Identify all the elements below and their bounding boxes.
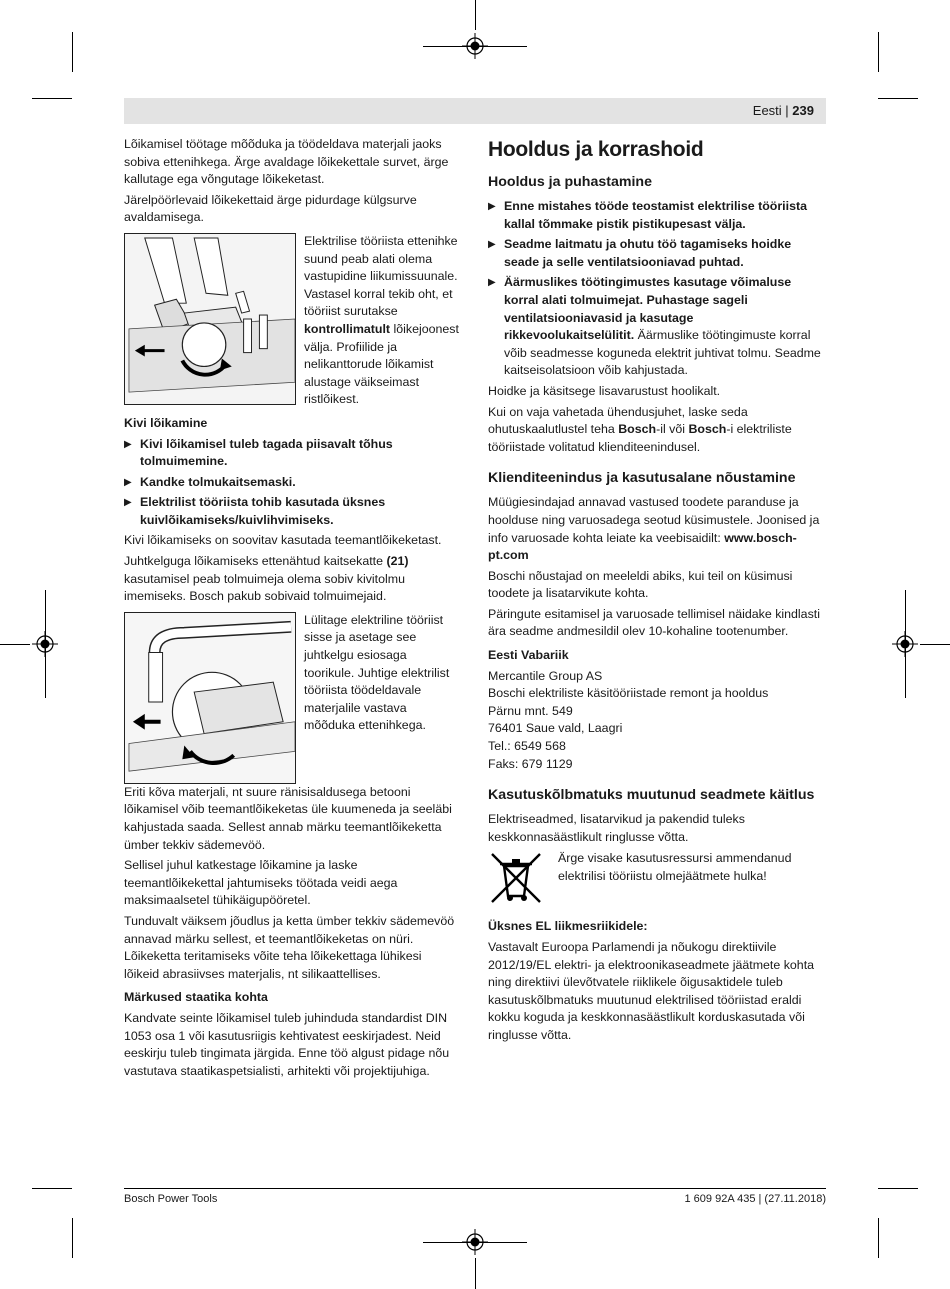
weee-notice [488,850,826,906]
crop-mark [32,98,72,99]
text-span: Kui on vaja vahetada ühendusjuhet, laske seda ohutuskaalutlustel teha [488,404,748,437]
bullet-text: Seadme laitmatu ja ohutu töö tagamiseks hoidke seade ja selle ventilatsiooniavad puhtad. [504,237,792,269]
bullet-text: Elektrilist tööriista tohib kasutada üksnes kuivlõikamiseks/kuivlihvimiseks. [140,495,386,527]
bullet-triangle-icon: ▶ [488,201,496,212]
bullet-text: Äärmuslike töötingimuste korral võib seadmesse koguneda elektrit juhtivat tolmu. Seadme kaitseisolatsioon võib kahjustada. [504,328,821,378]
weee-text: Ärge visake kasutusressursi ammendanud elektrilisi tööriistu olmejäätmete hulka! [558,851,792,883]
text-span: Müügiesindajad annavad vastused toodete paranduse ja hoolduse ning varuosadega seotud küsimustele. Joonised ja info varuosade kohta leiate ka veebisaidilt: [488,495,820,545]
paragraph: Vastavalt Euroopa Parlamendi ja nõukogu direktiivile 2012/19/EL elektri- ja elektroonikaseadmete jäätmete kohta ning direktiivi ülevõtvatele riiklikele õigusaktidele tuleb kasutuskõlbmatuks muutunud elektrilised tööriistad eraldi kokku koguda ja keskkonnasäästlikult korduskasutada või ringlusse võtta. [488,940,815,1042]
bullet-text: Kivi lõikamisel tuleb tagada piisavalt tõhus tolmuimemine. [140,436,393,469]
paragraph: Tunduvalt väiksem jõudlus ja ketta ümber tekkiv sädemevöö annavad märku sellest, et teemantlõikeketas on nüri. Lõikeketta teritamiseks võite teha lõikekettaga lühikesi lõikeid abrasiivses materjalis, nt silikaattellises. [124,914,455,981]
page-title: Hooldus ja korrashoid [488,138,704,161]
country-heading: Eesti Vabariik [488,648,569,663]
paragraph: Kandvate seinte lõikamisel tuleb juhinduda standardist DIN 1053 osa 1 või kasutusriigis kehtivatest eeskirjadest. Neid eeskirju tuleb tingimata järgida. Enne töö algust pidage nõu vastutava staatikaspetsialisti, arhitekti või projektijuhiga. [124,1010,450,1078]
cutting-direction-illustration [124,233,296,405]
footer-brand: Bosch Power Tools [124,1193,218,1205]
section-heading-service: Klienditeenindus ja kasutusalane nõustamine [488,470,796,487]
page-header [124,98,826,124]
bold-text: kontrollimatult [304,321,391,336]
bullet-item [124,436,460,471]
paragraph [488,404,826,457]
address-line: Boschi elektriliste käsitööriistade remont ja hooldus [488,686,769,701]
paragraph: Eriti kõva materjali, nt suure ränisisaldusega betooni lõikamisel võib teemantlõikeketas üle kuumeneda ja seeläbi kahjustada saada. Sellest annab märku teemantlõikeketta ümber tekkiv sädemevöö. [124,784,452,852]
paragraph: Lülitage elektriline tööriist sisse ja asetage see juhtkelgu esiosaga toorikule. Juhtige elektrilist tööriista töödeldavale materjalile vastava mõõduka ettenihkega. [304,612,450,733]
text-span: kasutamisel peab tolmuimeja olema sobiv kivitolmu imemiseks. Bosch pakub sobivaid tolmuimejaid. [124,571,405,604]
text-span: Elektrilise tööriista ettenihke suund peab alati olema vastupidine liikumissuunale. Vastasel korral tekib oht, et tööriist surutakse [304,233,458,319]
left-column [124,136,460,1083]
registration-mark-icon [892,631,918,657]
brand-name: Bosch [618,422,657,437]
header-text: Eesti | 239 [752,103,814,118]
crop-mark [878,1188,918,1189]
crop-mark [475,1258,476,1289]
paragraph: Elektriseadmed, lisatarvikud ja pakendid tuleks keskkonnasäästlikult ringlusse võtta. [488,812,745,844]
footer-doc-number: 1 609 92A 435 | (27.11.2018) [684,1193,826,1205]
phone-line: Tel.: 6549 568 [488,739,566,754]
bullet-item [124,474,460,492]
brand-name: Bosch [688,422,727,437]
paragraph: Hoidke ja käsitsege lisavarustust hoolikalt. [488,383,721,398]
footer-divider [124,1188,826,1189]
right-column [488,136,826,1048]
section-heading-statics: Märkused staatika kohta [124,990,268,1005]
text-span: Juhtkelguga lõikamiseks ettenähtud kaitsekatte [124,554,387,569]
guide-sled-illustration [124,612,296,784]
fax-line: Faks: 679 1129 [488,756,573,771]
bullet-item [488,198,826,233]
bullet-triangle-icon: ▶ [488,239,496,251]
figure-block [124,612,460,784]
crop-mark [878,32,879,72]
bullet-item [488,236,826,271]
figure-caption-text [304,233,460,409]
crop-mark [72,32,73,72]
eu-heading: Üksnes EL liikmesriikidele: [488,919,648,934]
crop-mark [878,1218,879,1258]
paragraph: Kivi lõikamiseks on soovitav kasutada teemantlõikeketast. [124,533,442,548]
bullet-item [124,494,460,529]
crop-mark [475,0,476,30]
header-language: Eesti [752,103,782,118]
reference-number: (21) [386,554,409,569]
paragraph: Boschi nõustajad on meeleldi abiks, kui teil on küsimusi toodete ja lisatarvikute kohta. [488,568,793,601]
text-span: -i elektriliste tööriistade volitatud klienditeenindusel. [488,422,792,454]
bullet-text: Kandke tolmukaitsemaski. [140,474,296,489]
bullet-item [488,274,826,380]
bullet-text: Enne mistahes tööde teostamist elektrilise tööriista kallal tõmmake pistik pistikupesast välja. [504,199,807,231]
crop-mark [72,1218,73,1258]
paragraph: Sellisel juhul katkestage lõikamine ja laske teemantlõikekettal jahtumiseks töötada veidi aega maksimaalsetel tühikäigupööretel. [124,858,398,908]
address-block [488,668,826,774]
section-heading-maintenance: Hooldus ja puhastamine [488,174,652,190]
paragraph [124,553,460,606]
website-link[interactable]: www.bosch-pt.com [488,530,797,563]
bullet-triangle-icon: ▶ [124,438,132,450]
crop-mark [32,1188,72,1189]
crop-mark [920,644,950,645]
crossed-out-bin-icon [488,850,544,906]
bullet-triangle-icon: ▶ [488,277,496,289]
crop-mark [878,98,918,99]
address-line: Pärnu mnt. 549 [488,703,573,718]
paragraph: Järelpöörlevaid lõikekettaid ärge pidurdage külgsurve avaldamisega. [124,192,417,225]
registration-mark-icon [32,631,58,657]
registration-mark-icon [462,33,488,59]
figure-caption-text [304,612,460,784]
address-line: 76401 Saue vald, Laagri [488,721,623,736]
page-number: 239 [792,103,814,118]
registration-mark-icon [462,1229,488,1255]
paragraph [488,494,826,564]
text-span: -il või [656,422,689,437]
paragraph: Päringute esitamisel ja varuosade tellimisel näidake kindlasti ära seadme andmesildil olev 10-kohaline tootenumber. [488,606,820,639]
figure-block [124,233,460,409]
bold-text: Äärmuslikes töötingimustes kasutage võimaluse korral alati tolmuimejat. Puhastage sageli ventilatsiooniavasid ja kasutage rikkevoolukaitselülitit. [504,275,792,343]
bullet-triangle-icon: ▶ [124,497,132,509]
text-span: lõikejoonest välja. Profiilide ja nelikanttorude lõikamist alustage väikseimast ristlõikest. [304,321,459,407]
section-heading-stone: Kivi lõikamine [124,415,208,430]
paragraph: Lõikamisel töötage mõõduka ja töödeldava materjali jaoks sobiva ettenihkega. Ärge avaldage lõikekettale survet, ärge kallutage ega võngutage lõikeketast. [124,137,449,187]
address-line: Mercantile Group AS [488,668,603,683]
bullet-triangle-icon: ▶ [124,476,132,488]
section-heading-disposal: Kasutuskõlbmatuks muutunud seadmete käitlus [488,787,815,804]
crop-mark [0,644,30,645]
